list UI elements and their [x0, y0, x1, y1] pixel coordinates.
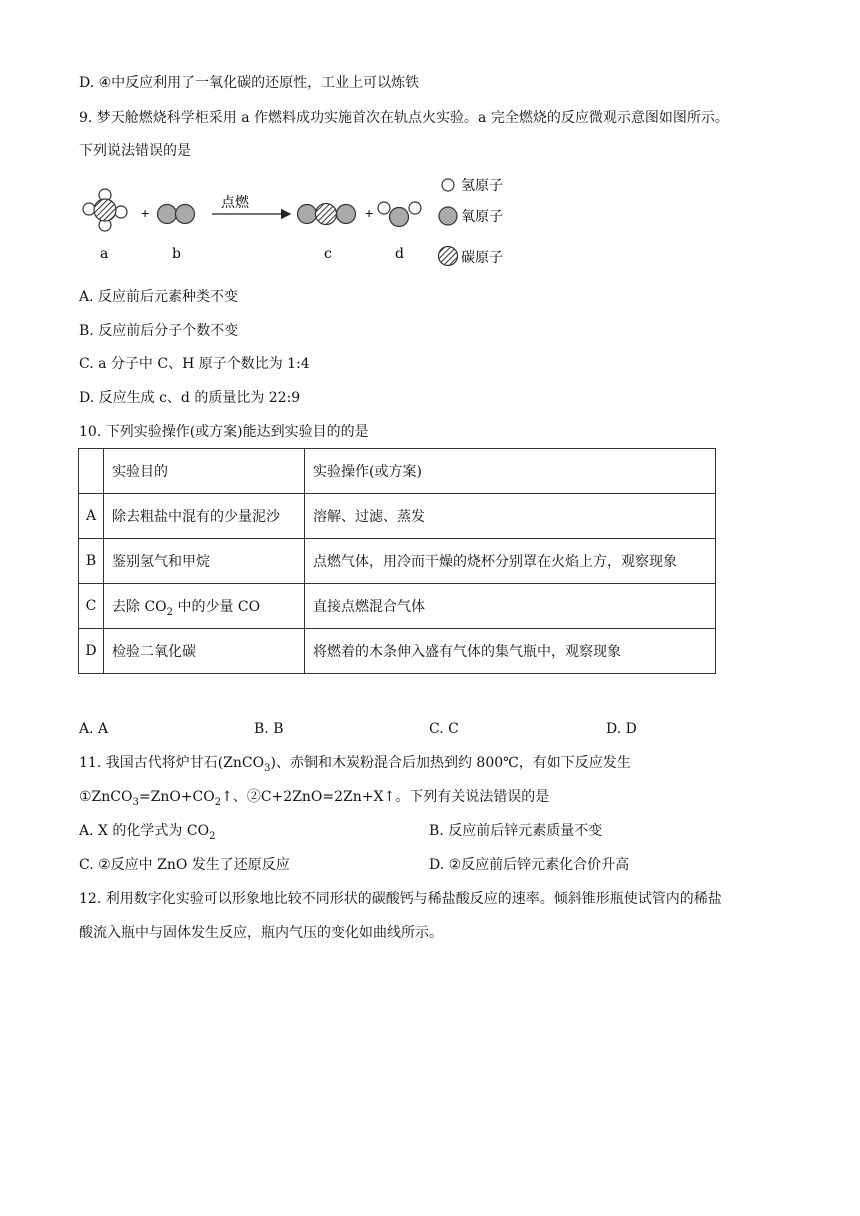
table-header-row — [79, 449, 716, 494]
q11-stem-line2: $①ZnCO_3=ZnO+CO_2↑$、②C+2ZnO=2Zn+X↑。下列有关说法错误的是 — [79, 789, 550, 808]
reaction-diagram — [78, 172, 538, 272]
q9-option-a: A. 反应前后元素种类不变 — [79, 289, 239, 305]
q9-stem-line1: 9. 梦天舱燃烧科学柜采用 a 作燃料成功实施首次在轨点火实验。a 完全燃烧的反应微观示意图如图所示。 — [79, 110, 729, 126]
q11-option-c: C. ②反应中 ZnO 发生了还原反应 — [79, 857, 290, 873]
table-row: A 除去粗盐中混有的少量泥沙 溶解、过滤、蒸发 — [79, 494, 716, 539]
q8-option-d: D. ④中反应利用了一氧化碳的还原性，工业上可以炼铁 — [79, 75, 420, 91]
table-row: D 检验二氧化碳 将燃着的木条伸入盛有气体的集气瓶中，观察现象 — [79, 629, 716, 674]
molecule-b — [158, 205, 195, 224]
q10-table — [78, 448, 716, 674]
svg-text:+: + — [141, 205, 150, 221]
table-row: B 鉴别氢气和甲烷 点燃气体，用冷而干燥的烧杯分别罩在火焰上方，观察现象 — [79, 539, 716, 584]
molecule-c — [298, 204, 356, 225]
q11-option-d: D. ②反应前后锌元素化合价升高 — [429, 857, 630, 873]
q11-option-a: A. X 的化学式为 $CO_2$ — [79, 823, 216, 842]
q10-option-a: A. A — [79, 721, 109, 737]
q10-stem: 10. 下列实验操作(或方案)能达到实验目的的是 — [79, 424, 369, 440]
svg-text:碳原子: 碳原子 — [461, 250, 503, 266]
reaction-condition: 点燃 — [221, 195, 249, 211]
label-c: c — [324, 246, 332, 262]
q9-option-b: B. 反应前后分子个数不变 — [79, 323, 239, 339]
q11-stem-line1: 11. 我国古代将炉甘石(ZnCO$_3$)、赤铜和木炭粉混合后加热到约 800℃，有如下反应发生 — [79, 755, 631, 774]
q10-option-d: D. D — [606, 721, 637, 737]
q12-stem-line2: 酸流入瓶中与固体发生反应，瓶内气压的变化如曲线所示。 — [79, 925, 443, 941]
q12-stem-line1: 12. 利用数字化实验可以形象地比较不同形状的碳酸钙与稀盐酸反应的速率。倾斜锥形瓶使试管内的稀盐 — [79, 891, 722, 907]
molecule-d — [378, 202, 421, 227]
diagram-legend — [439, 178, 504, 266]
q9-stem-line2: 下列说法错误的是 — [79, 143, 191, 159]
q10-option-c: C. C — [429, 721, 459, 737]
svg-text:氧原子: 氧原子 — [461, 209, 503, 225]
header-operation: 实验操作(或方案) — [305, 449, 716, 494]
svg-text:+: + — [365, 205, 374, 221]
q9-option-c: C. a 分子中 C、H 原子个数比为 1:4 — [79, 356, 310, 372]
q9-option-d: D. 反应生成 c、d 的质量比为 22:9 — [79, 390, 301, 406]
label-b: b — [172, 246, 181, 262]
label-a: a — [100, 246, 109, 262]
table-row: C 去除 $CO_2$ 中的少量 CO 直接点燃混合气体 — [79, 584, 716, 629]
q10-option-b: B. B — [254, 721, 284, 737]
label-d: d — [395, 246, 404, 262]
molecule-a — [83, 189, 127, 231]
q11-option-b: B. 反应前后锌元素质量不变 — [429, 823, 603, 839]
header-goal: 实验目的 — [104, 449, 305, 494]
svg-text:氢原子: 氢原子 — [461, 178, 503, 194]
